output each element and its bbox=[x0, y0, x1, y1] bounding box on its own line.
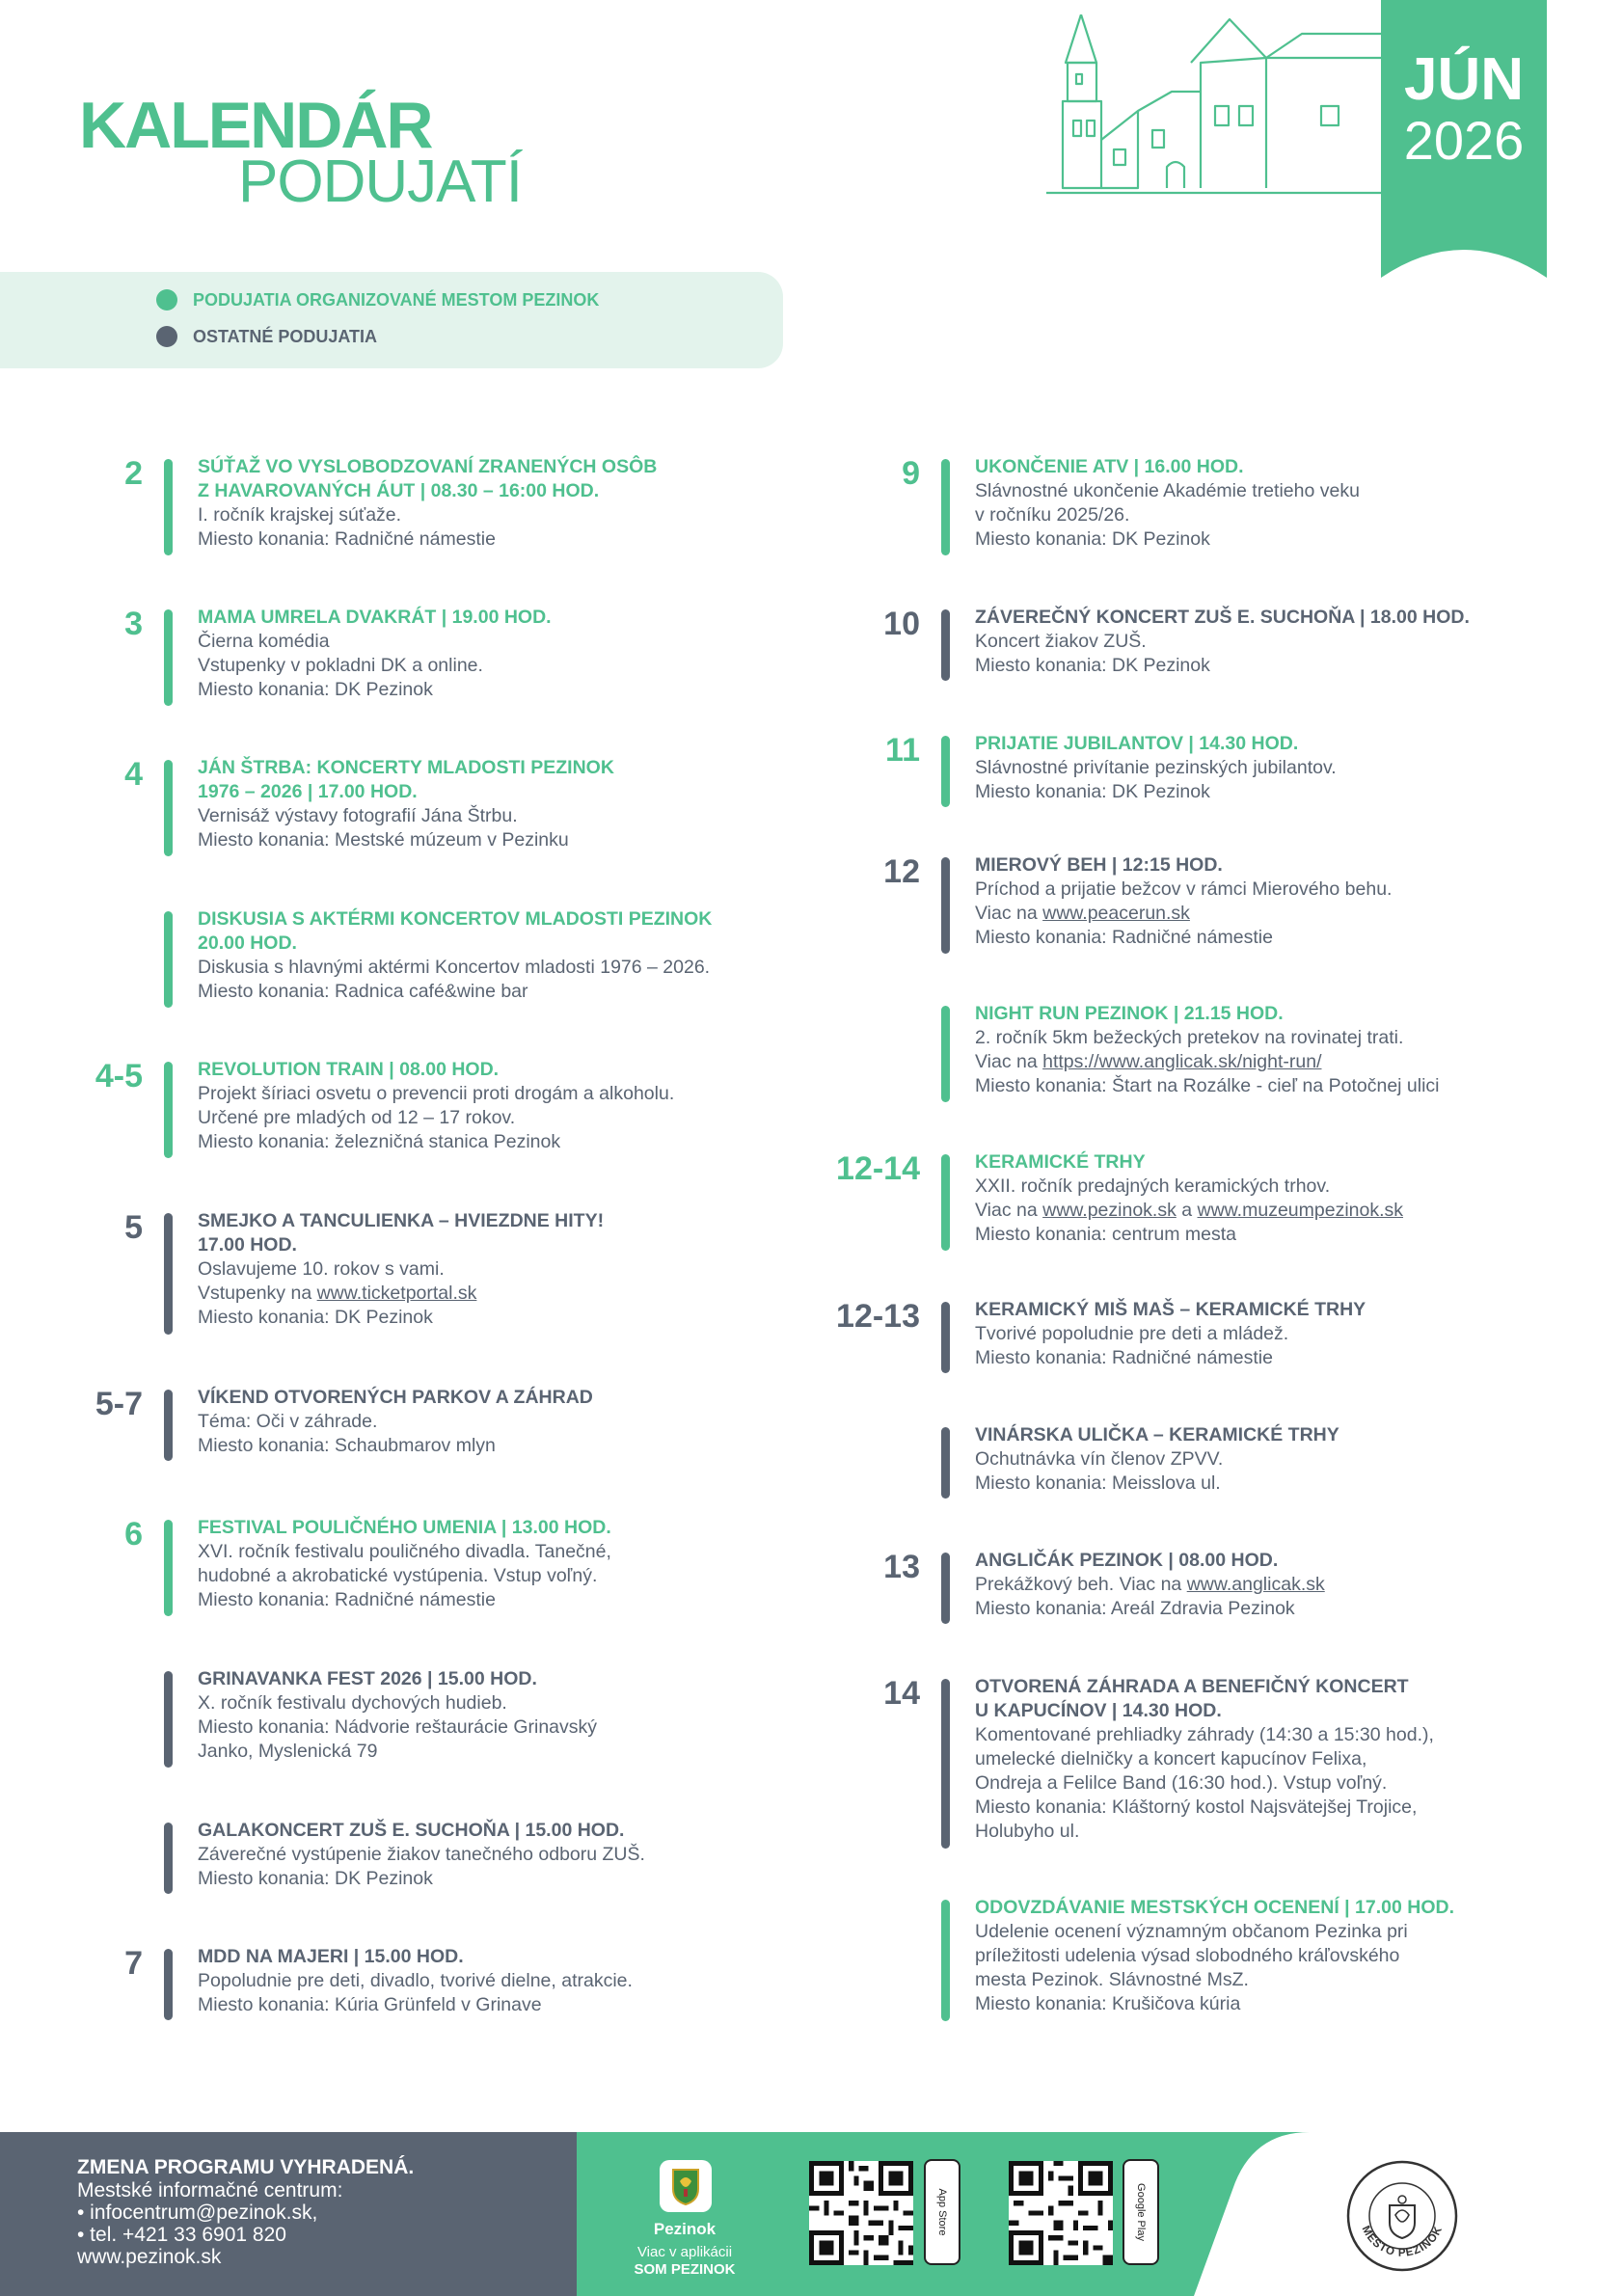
event-text bbox=[198, 455, 657, 552]
event-description: XVI. ročník festivalu pouličného divadla. Tanečné, bbox=[198, 1541, 611, 1562]
event-bar bbox=[941, 1154, 950, 1251]
event-description: Oslavujeme 10. rokov s vami. bbox=[198, 1258, 445, 1280]
event-title: MAMA UMRELA DVAKRÁT | 19.00 HOD. bbox=[198, 607, 552, 628]
event-venue: Miesto konania: Mestské múzeum v Pezinku bbox=[198, 829, 569, 851]
event-text bbox=[975, 1549, 1325, 1621]
event-title: KERAMICKÝ MIŠ MAŠ – KERAMICKÉ TRHY bbox=[975, 1299, 1366, 1320]
event-title: ODOVZDÁVANIE MESTSKÝCH OCENENÍ | 17.00 HOD. bbox=[975, 1897, 1455, 1918]
event-text bbox=[198, 1945, 633, 2017]
event-title: OTVORENÁ ZÁHRADA A BENEFIČNÝ KONCERT bbox=[975, 1676, 1409, 1697]
app-note-text: Viac v aplikácii bbox=[636, 2244, 733, 2260]
app-note bbox=[598, 2244, 771, 2279]
event-title: 17.00 HOD. bbox=[198, 1234, 297, 1256]
event-bar bbox=[941, 609, 950, 681]
event-day: 2 bbox=[124, 455, 143, 492]
event-description: Určené pre mladých od 12 – 17 rokov. bbox=[198, 1107, 516, 1128]
program-notice: ZMENA PROGRAMU VYHRADENÁ. bbox=[77, 2156, 415, 2178]
title-line-1: KALENDÁR bbox=[79, 89, 432, 162]
gray-dot-icon bbox=[156, 326, 177, 347]
event-venue: Miesto konania: železničná stanica Pezinok bbox=[198, 1131, 561, 1152]
event-title: 20.00 HOD. bbox=[198, 932, 297, 954]
event-text bbox=[198, 907, 712, 1004]
event-text bbox=[975, 1150, 1403, 1247]
event-description: I. ročník krajskej súťaže. bbox=[198, 504, 402, 526]
pezinok-link[interactable]: www.pezinok.sk bbox=[1042, 1200, 1177, 1221]
event-title: GALAKONCERT ZUŠ E. SUCHOŇA | 15.00 HOD. bbox=[198, 1820, 625, 1841]
event-day: 13 bbox=[883, 1549, 920, 1585]
event-text bbox=[198, 1058, 674, 1154]
night-run-link[interactable]: https://www.anglicak.sk/night-run/ bbox=[1042, 1051, 1322, 1072]
app-store-qr-code[interactable] bbox=[809, 2161, 913, 2265]
event-venue: Miesto konania: Meisslova ul. bbox=[975, 1472, 1221, 1494]
event-description: v ročníku 2025/26. bbox=[975, 504, 1130, 526]
event-title: VÍKEND OTVORENÝCH PARKOV A ZÁHRAD bbox=[198, 1387, 593, 1408]
event-venue: Miesto konania: Kláštorný kostol Najsvätejšej Trojice, bbox=[975, 1796, 1418, 1818]
event-venue: Miesto konania: DK Pezinok bbox=[975, 528, 1210, 550]
event-link-prefix: Viac na bbox=[975, 1200, 1043, 1221]
city-seal-icon bbox=[1345, 2159, 1459, 2273]
legend-other-events bbox=[156, 326, 377, 347]
event-day: 9 bbox=[902, 455, 920, 492]
coat-of-arms-icon bbox=[660, 2160, 712, 2212]
event-description: Vstupenky v pokladni DK a online. bbox=[198, 655, 483, 676]
event-text bbox=[198, 1386, 593, 1458]
event-text bbox=[975, 1298, 1366, 1370]
event-description: Slávnostné ukončenie Akadémie tretieho veku bbox=[975, 480, 1360, 501]
event-venue: Miesto konania: Radnica café&wine bar bbox=[198, 981, 528, 1002]
event-description bbox=[975, 1199, 1403, 1223]
event-title: FESTIVAL POULIČNÉHO UMENIA | 13.00 HOD. bbox=[198, 1517, 611, 1538]
app-store-badge[interactable] bbox=[924, 2159, 960, 2265]
green-dot-icon bbox=[156, 289, 177, 311]
event-description: hudobné a akrobatické vystúpenia. Vstup voľný. bbox=[198, 1565, 598, 1586]
event-description: Udelenie ocenení významným občanom Pezinka pri bbox=[975, 1921, 1408, 1942]
event-bar bbox=[164, 1949, 173, 2020]
event-title: 1976 – 2026 | 17.00 HOD. bbox=[198, 781, 418, 802]
event-description: Ochutnávka vín členov ZPVV. bbox=[975, 1448, 1224, 1470]
event-title: UKONČENIE ATV | 16.00 HOD. bbox=[975, 456, 1244, 477]
app-store-label: App Store bbox=[936, 2188, 948, 2236]
event-title: ZÁVEREČNÝ KONCERT ZUŠ E. SUCHOŇA | 18.00 HOD. bbox=[975, 607, 1470, 628]
footer bbox=[0, 2132, 1623, 2296]
castle-illustration bbox=[1046, 14, 1393, 198]
event-bar bbox=[164, 1390, 173, 1461]
event-title: Z HAVAROVANÝCH ÁUT | 08.30 – 16:00 HOD. bbox=[198, 480, 600, 501]
event-venue: Miesto konania: Radničné námestie bbox=[975, 927, 1273, 948]
event-description bbox=[975, 1050, 1440, 1074]
event-description: XXII. ročník predajných keramických trhov. bbox=[975, 1175, 1331, 1197]
event-bar bbox=[164, 1823, 173, 1894]
event-day: 12-14 bbox=[836, 1150, 920, 1187]
google-play-qr-code[interactable] bbox=[1009, 2161, 1113, 2265]
event-description: umelecké dielničky a koncert kapucínov Felixa, bbox=[975, 1748, 1367, 1769]
link-join: a bbox=[1176, 1200, 1198, 1221]
app-name: Pezinok bbox=[653, 2220, 717, 2238]
event-bar bbox=[941, 1302, 950, 1373]
info-center-label: Mestské informačné centrum: bbox=[77, 2179, 343, 2201]
event-text bbox=[975, 1002, 1440, 1098]
event-venue: Miesto konania: Krušičova kúria bbox=[975, 1993, 1241, 2014]
event-day: 5 bbox=[124, 1209, 143, 1246]
month-label bbox=[1381, 46, 1547, 171]
event-description: Vernisáž výstavy fotografií Jána Štrbu. bbox=[198, 805, 518, 826]
event-bar bbox=[164, 1213, 173, 1335]
event-venue: Miesto konania: DK Pezinok bbox=[975, 655, 1210, 676]
event-bar bbox=[941, 736, 950, 807]
event-venue: Miesto konania: Kúria Grünfeld v Grinave bbox=[198, 1994, 542, 2015]
event-bar bbox=[941, 1679, 950, 1849]
contact-phone[interactable]: • tel. +421 33 6901 820 bbox=[77, 2224, 286, 2246]
legend bbox=[0, 272, 783, 368]
event-day: 4-5 bbox=[95, 1058, 143, 1094]
event-venue: Miesto konania: Schaubmarov mlyn bbox=[198, 1435, 496, 1456]
event-bar bbox=[941, 1006, 950, 1102]
event-description bbox=[975, 902, 1392, 926]
event-bar bbox=[164, 760, 173, 856]
legend-city-events bbox=[156, 289, 599, 311]
event-venue: Janko, Myslenická 79 bbox=[198, 1741, 378, 1762]
muzeum-link[interactable]: www.muzeumpezinok.sk bbox=[1197, 1200, 1404, 1221]
month: JÚN bbox=[1403, 46, 1525, 113]
event-venue: Miesto konania: centrum mesta bbox=[975, 1224, 1236, 1245]
event-title: SMEJKO A TANCULIENKA – HVIEZDNE HITY! bbox=[198, 1210, 605, 1231]
event-description: Projekt šíriaci osvetu o prevencii proti drogám a alkoholu. bbox=[198, 1083, 675, 1104]
peacerun-link[interactable]: www.peacerun.sk bbox=[1042, 903, 1190, 924]
event-venue: Miesto konania: Areál Zdravia Pezinok bbox=[975, 1598, 1295, 1619]
event-title: MDD NA MAJERI | 15.00 HOD. bbox=[198, 1946, 464, 1967]
event-venue: Miesto konania: DK Pezinok bbox=[198, 1868, 433, 1889]
event-text bbox=[975, 853, 1392, 950]
contact-email[interactable]: • infocentrum@pezinok.sk, bbox=[77, 2201, 318, 2224]
event-description: príležitosti udelenia výsad slobodného kráľovského bbox=[975, 1945, 1400, 1966]
event-venue: Miesto konania: Radničné námestie bbox=[975, 1347, 1273, 1368]
event-title: MIEROVÝ BEH | 12:15 HOD. bbox=[975, 854, 1223, 876]
event-description bbox=[975, 1573, 1325, 1597]
event-text bbox=[975, 606, 1470, 678]
event-description: Popoludnie pre deti, divadlo, tvorivé dielne, atrakcie. bbox=[198, 1970, 633, 1991]
event-description: Záverečné vystúpenie žiakov tanečného odboru ZUŠ. bbox=[198, 1844, 645, 1865]
event-description bbox=[198, 1282, 604, 1306]
event-day: 3 bbox=[124, 606, 143, 642]
event-title: PRIJATIE JUBILANTOV | 14.30 HOD. bbox=[975, 733, 1299, 754]
event-venue: Miesto konania: Radničné námestie bbox=[198, 528, 496, 550]
event-day: 12-13 bbox=[836, 1298, 920, 1335]
event-link-prefix: Viac na bbox=[975, 903, 1043, 924]
event-title: ANGLIČÁK PEZINOK | 08.00 HOD. bbox=[975, 1550, 1279, 1571]
event-text bbox=[198, 1209, 604, 1330]
event-text bbox=[198, 1667, 597, 1764]
anglicak-link[interactable]: www.anglicak.sk bbox=[1186, 1574, 1325, 1595]
year: 2026 bbox=[1403, 110, 1525, 171]
app-note-name: SOM PEZINOK bbox=[634, 2261, 736, 2278]
google-play-badge[interactable] bbox=[1123, 2159, 1159, 2265]
contact-box bbox=[0, 2132, 577, 2296]
event-description: Ondreja a Felilce Band (16:30 hod.). Vstup voľný. bbox=[975, 1772, 1388, 1794]
event-day: 10 bbox=[883, 606, 920, 642]
event-day: 4 bbox=[124, 756, 143, 793]
event-venue: Miesto konania: DK Pezinok bbox=[198, 1307, 433, 1328]
event-description: Tvorivé popoludnie pre deti a mládež. bbox=[975, 1323, 1289, 1344]
event-title: JÁN ŠTRBA: KONCERTY MLADOSTI PEZINOK bbox=[198, 757, 614, 778]
event-bar bbox=[941, 459, 950, 555]
event-description: Koncert žiakov ZUŠ. bbox=[975, 631, 1147, 652]
event-bar bbox=[941, 1427, 950, 1499]
event-bar bbox=[941, 1553, 950, 1624]
event-title: DISKUSIA S AKTÉRMI KONCERTOV MLADOSTI PEZINOK bbox=[198, 908, 713, 930]
legend-city-label: PODUJATIA ORGANIZOVANÉ MESTOM PEZINOK bbox=[193, 289, 600, 310]
event-title: SÚŤAŽ VO VYSLOBODZOVANÍ ZRANENÝCH OSÔB bbox=[198, 456, 658, 477]
event-description: Príchod a prijatie bežcov v rámci Mierového behu. bbox=[975, 878, 1393, 900]
event-description: mesta Pezinok. Slávnostné MsZ. bbox=[975, 1969, 1249, 1990]
event-link-prefix: Viac na bbox=[975, 1051, 1043, 1072]
event-description: X. ročník festivalu dychových hudieb. bbox=[198, 1692, 507, 1714]
event-text bbox=[975, 1675, 1434, 1844]
ticketportal-link[interactable]: www.ticketportal.sk bbox=[316, 1283, 477, 1304]
title-line-2: PODUJATÍ bbox=[238, 149, 522, 215]
event-bar bbox=[164, 1671, 173, 1768]
event-link-prefix: Prekážkový beh. Viac na bbox=[975, 1574, 1187, 1595]
event-venue: Miesto konania: DK Pezinok bbox=[198, 679, 433, 700]
event-text bbox=[198, 1819, 645, 1891]
event-text bbox=[975, 732, 1337, 804]
event-title: VINÁRSKA ULIČKA – KERAMICKÉ TRHY bbox=[975, 1424, 1339, 1445]
event-bar bbox=[164, 1062, 173, 1158]
event-bar bbox=[941, 1900, 950, 2021]
seal-text: MESTO PEZINOK bbox=[1359, 2224, 1446, 2259]
event-description: Čierna komédia bbox=[198, 631, 330, 652]
event-description: 2. ročník 5km bežeckých pretekov na rovinatej trati. bbox=[975, 1027, 1404, 1048]
event-title: KERAMICKÉ TRHY bbox=[975, 1151, 1146, 1173]
event-text bbox=[975, 455, 1360, 552]
event-bar bbox=[164, 459, 173, 555]
event-bar bbox=[941, 857, 950, 954]
event-title: REVOLUTION TRAIN | 08.00 HOD. bbox=[198, 1059, 500, 1080]
legend-other-label: OSTATNÉ PODUJATIA bbox=[193, 326, 378, 346]
event-title: NIGHT RUN PEZINOK | 21.15 HOD. bbox=[975, 1003, 1284, 1024]
event-venue: Holubyho ul. bbox=[975, 1821, 1080, 1842]
google-play-label: Google Play bbox=[1135, 2183, 1147, 2241]
event-text bbox=[975, 1423, 1339, 1496]
event-bar bbox=[164, 1520, 173, 1616]
event-description: Téma: Oči v záhrade. bbox=[198, 1411, 378, 1432]
event-text bbox=[198, 1516, 611, 1612]
event-venue: Miesto konania: Nádvorie reštaurácie Grinavský bbox=[198, 1716, 598, 1738]
event-venue: Miesto konania: Štart na Rozálke - cieľ na Potočnej ulici bbox=[975, 1075, 1440, 1096]
app-icon[interactable] bbox=[660, 2160, 712, 2212]
event-day: 12 bbox=[883, 853, 920, 890]
page-title bbox=[79, 89, 522, 215]
event-day: 14 bbox=[883, 1675, 920, 1712]
event-text bbox=[198, 756, 614, 852]
website-link[interactable]: www.pezinok.sk bbox=[77, 2246, 222, 2268]
event-venue: Miesto konania: Radničné námestie bbox=[198, 1589, 496, 1610]
event-day: 7 bbox=[124, 1945, 143, 1982]
event-venue: Miesto konania: DK Pezinok bbox=[975, 781, 1210, 802]
event-bar bbox=[164, 911, 173, 1008]
event-title: U KAPUCÍNOV | 14.30 HOD. bbox=[975, 1700, 1222, 1721]
event-description: Diskusia s hlavnými aktérmi Koncertov mladosti 1976 – 2026. bbox=[198, 957, 711, 978]
event-description: Slávnostné privítanie pezinských jubilantov. bbox=[975, 757, 1337, 778]
event-title: GRINAVANKA FEST 2026 | 15.00 HOD. bbox=[198, 1668, 537, 1689]
event-text bbox=[975, 1896, 1454, 2016]
event-day: 5-7 bbox=[95, 1386, 143, 1422]
event-day: 11 bbox=[885, 732, 920, 769]
event-link-prefix: Vstupenky na bbox=[198, 1283, 317, 1304]
event-bar bbox=[164, 609, 173, 706]
event-description: Komentované prehliadky záhrady (14:30 a 15:30 hod.), bbox=[975, 1724, 1434, 1745]
event-day: 6 bbox=[124, 1516, 143, 1553]
event-text bbox=[198, 606, 552, 702]
